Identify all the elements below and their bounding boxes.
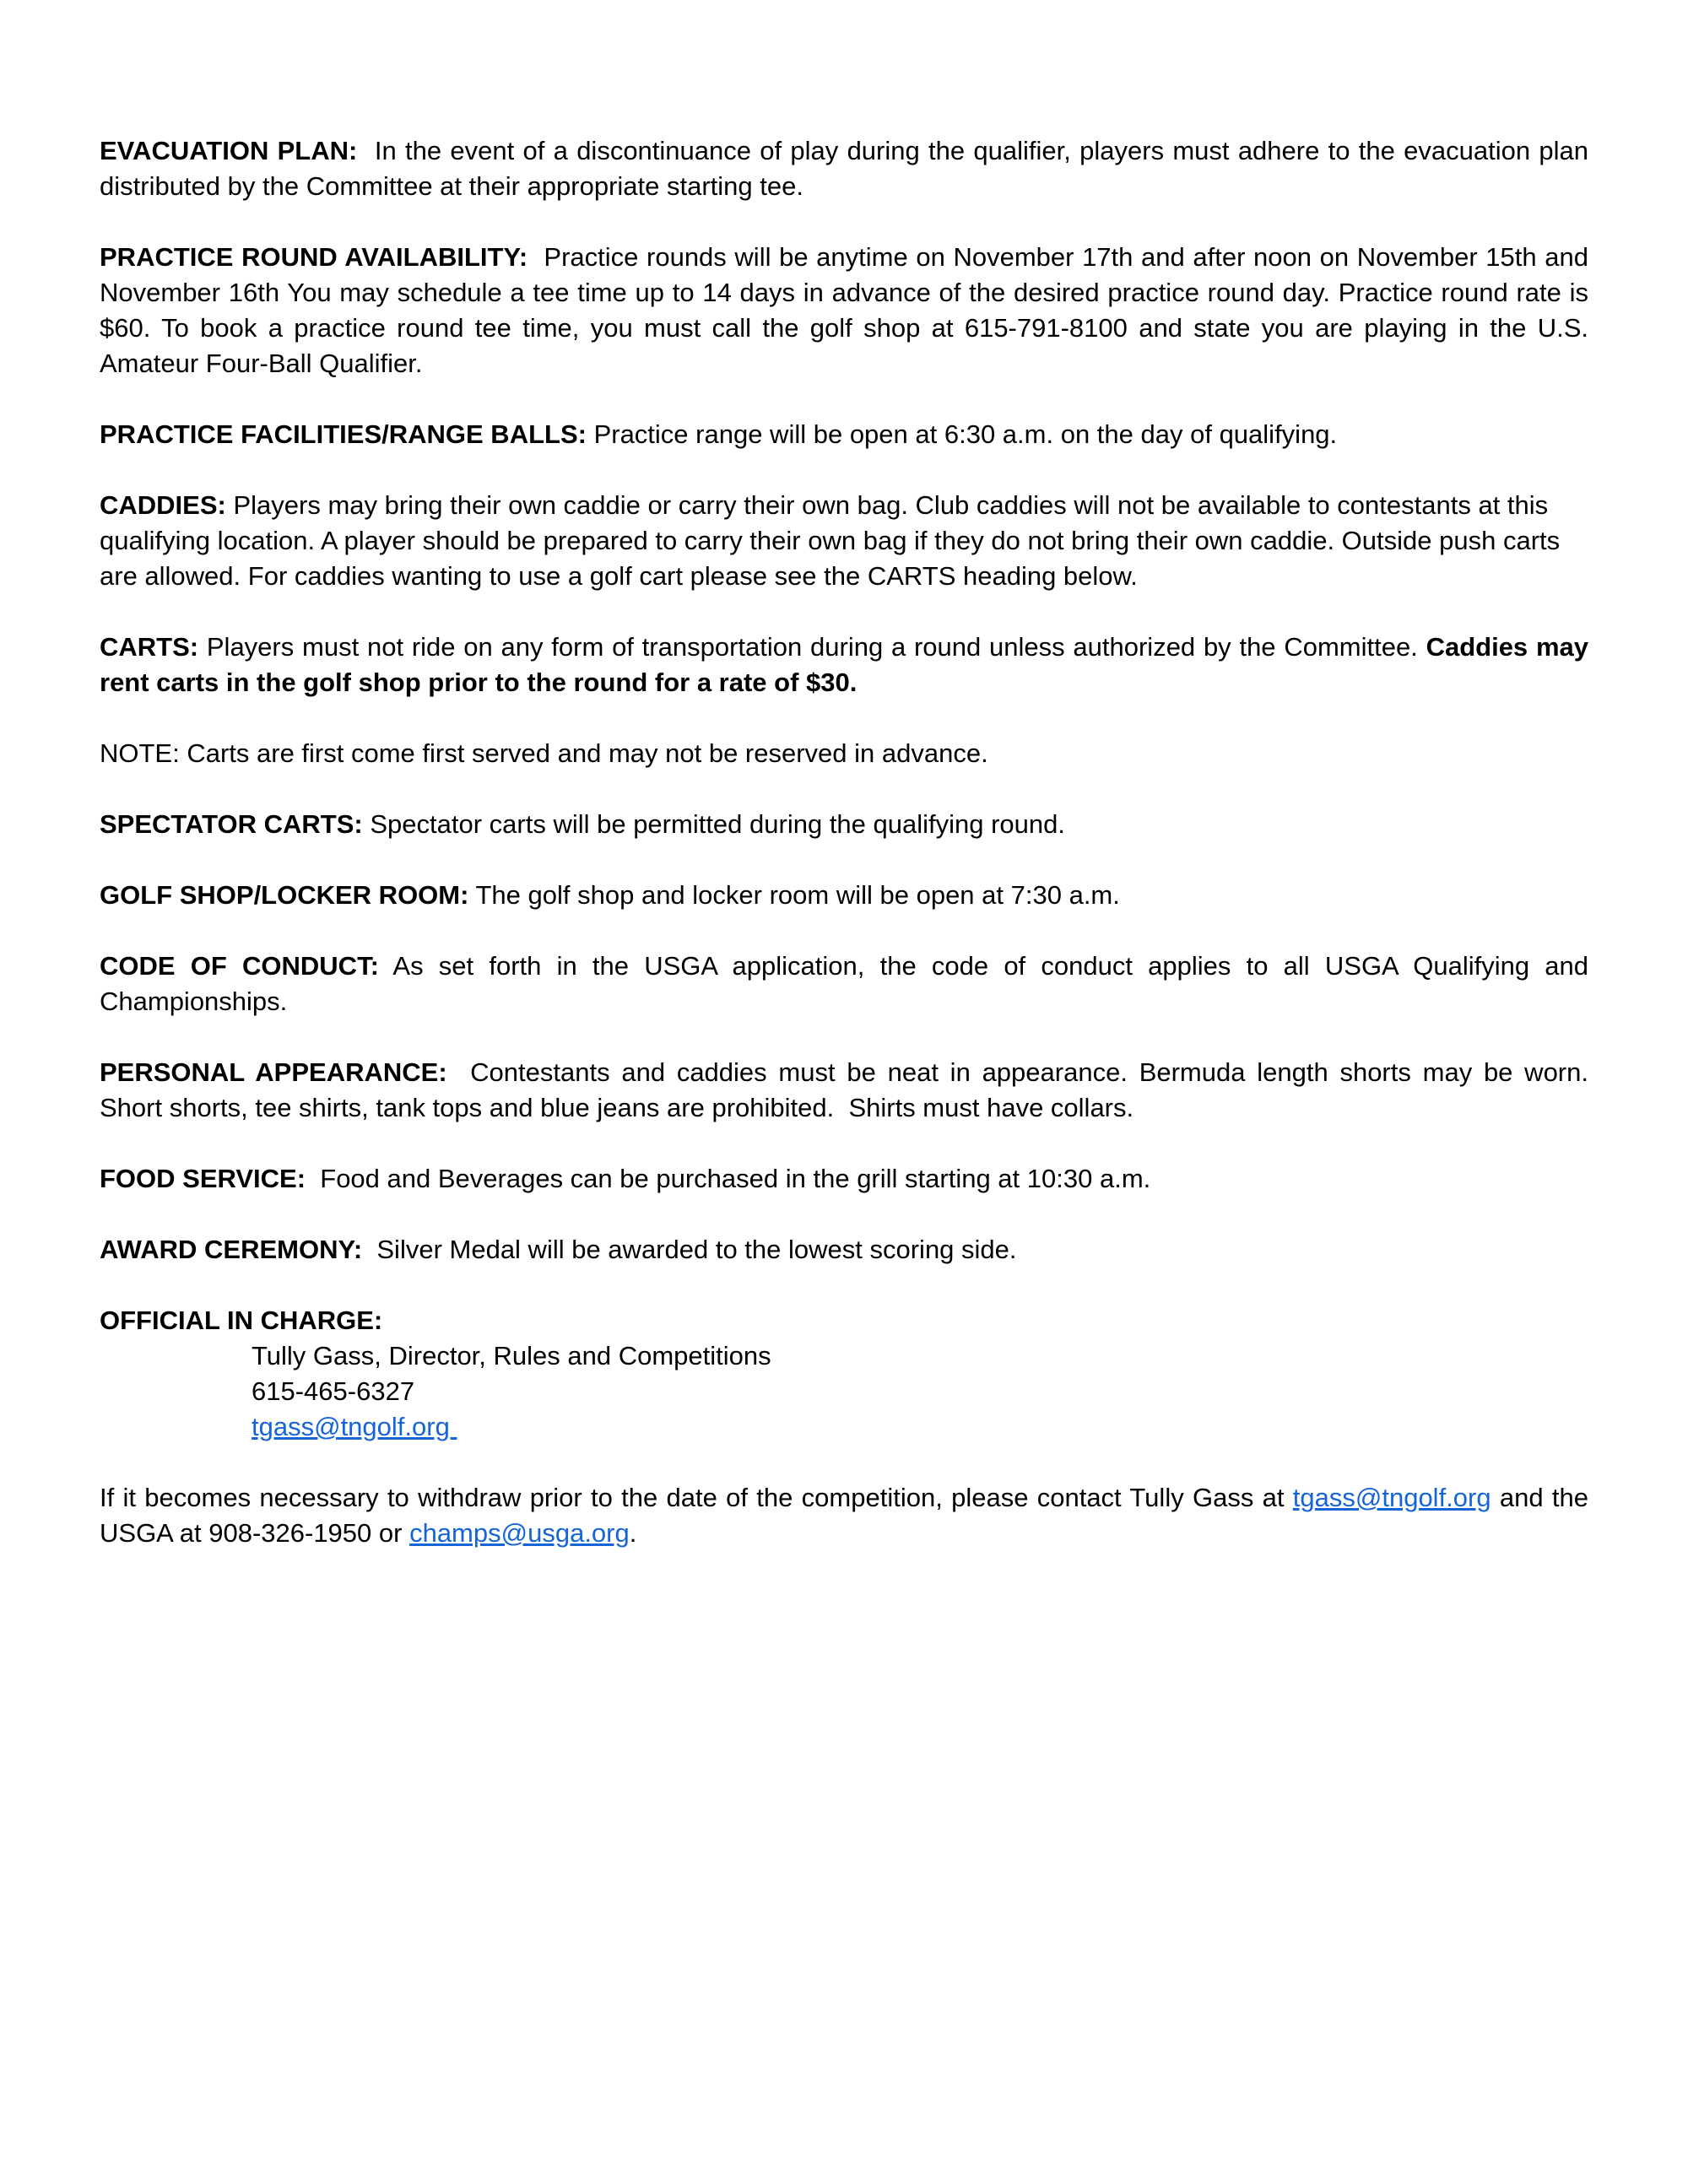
section-note [100,736,1588,771]
withdraw-text-after: . [629,1518,637,1548]
email-link-champs-usga[interactable]: champs@usga.org [409,1518,630,1548]
food-service-body: Food and Beverages can be purchased in the grill starting at 10:30 a.m. [306,1164,1151,1193]
section-personal-appearance [100,1055,1588,1126]
email-link-tgass-withdraw[interactable]: tgass@tngolf.org [1292,1483,1491,1512]
practice-round-heading: PRACTICE ROUND AVAILABILITY: [100,242,528,272]
evacuation-plan-body: In the event of a discontinuance of play during the qualifier, players must adhere to the evacuation plan distributed by the Committee at their appropriate starting tee. [100,136,1588,201]
section-carts [100,630,1588,700]
golf-shop-body: The golf shop and locker room will be open at 7:30 a.m. [468,880,1120,910]
award-ceremony-heading: AWARD CEREMONY: [100,1235,363,1264]
section-withdraw-notice [100,1480,1588,1551]
section-award-ceremony [100,1232,1588,1268]
golf-shop-heading: GOLF SHOP/LOCKER ROOM: [100,880,469,910]
code-of-conduct-heading: CODE OF CONDUCT: [100,951,379,981]
section-golf-shop-locker-room [100,878,1588,913]
spectator-carts-body: Spectator carts will be permitted during the qualifying round. [362,809,1066,839]
personal-appearance-heading: PERSONAL APPEARANCE: [100,1057,447,1087]
section-evacuation-plan [100,133,1588,204]
section-spectator-carts [100,807,1588,842]
personal-appearance-body: Contestants and caddies must be neat in appearance. Bermuda length shorts may be worn. Short shorts, tee shirts, tank tops and blue jeans are prohibited. Shirts must have collars. [100,1057,1588,1122]
withdraw-text-mid: and the USGA at 908-326-1950 or [100,1483,1588,1548]
official-name-line: Tully Gass, Director, Rules and Competitions [252,1341,771,1370]
spectator-carts-heading: SPECTATOR CARTS: [100,809,363,839]
code-of-conduct-body: As set forth in the USGA application, the code of conduct applies to all USGA Qualifying and Championships. [100,951,1589,1016]
official-email-line [252,1409,1588,1445]
section-practice-facilities [100,417,1588,452]
section-food-service [100,1161,1588,1197]
practice-facilities-body: Practice range will be open at 6:30 a.m. on the day of qualifying. [586,419,1338,449]
caddies-body: Players may bring their own caddie or carry their own bag. Club caddies will not be available to contestants at this qualifying location. A player should be prepared to carry their own bag if they do not bring their own caddie. Outside push carts are allowed. For caddies wanting to use a golf cart please see the CARTS heading below. [100,490,1561,591]
section-code-of-conduct [100,949,1588,1019]
carts-heading: CARTS: [100,632,199,662]
official-phone: 615-465-6327 [252,1376,415,1406]
section-official-in-charge [100,1303,1588,1338]
note-body: NOTE: Carts are first come first served and may not be reserved in advance. [100,738,988,768]
carts-bold-note: Caddies may rent carts in the golf shop prior to the round for a rate of $30. [100,632,1588,697]
carts-body: Players must not ride on any form of transportation during a round unless authorized by the Committee. [198,632,1426,662]
withdraw-text-before: If it becomes necessary to withdraw prior to the date of the competition, please contact Tully Gass at [100,1483,1293,1512]
evacuation-plan-heading: EVACUATION PLAN: [100,136,358,165]
practice-round-body: Practice rounds will be anytime on November 17th and after noon on November 15th and November 16th You may schedule a tee time up to 14 days in advance of the desired practice round day. Practice round rate is $60. To book a practice round tee time, you must call the golf shop at 615-791-8100 and state you are playing in the U.S. Amateur Four-Ball Qualifier. [100,242,1588,378]
practice-facilities-heading: PRACTICE FACILITIES/RANGE BALLS: [100,419,587,449]
official-contact-block [100,1338,1588,1445]
official-in-charge-heading: OFFICIAL IN CHARGE: [100,1306,383,1335]
food-service-heading: FOOD SERVICE: [100,1164,306,1193]
caddies-heading: CADDIES: [100,490,226,520]
section-caddies [100,488,1588,594]
email-link-tgass[interactable]: tgass@tngolf.org [252,1412,457,1441]
section-practice-round-availability [100,240,1588,381]
award-ceremony-body: Silver Medal will be awarded to the lowest scoring side. [362,1235,1017,1264]
